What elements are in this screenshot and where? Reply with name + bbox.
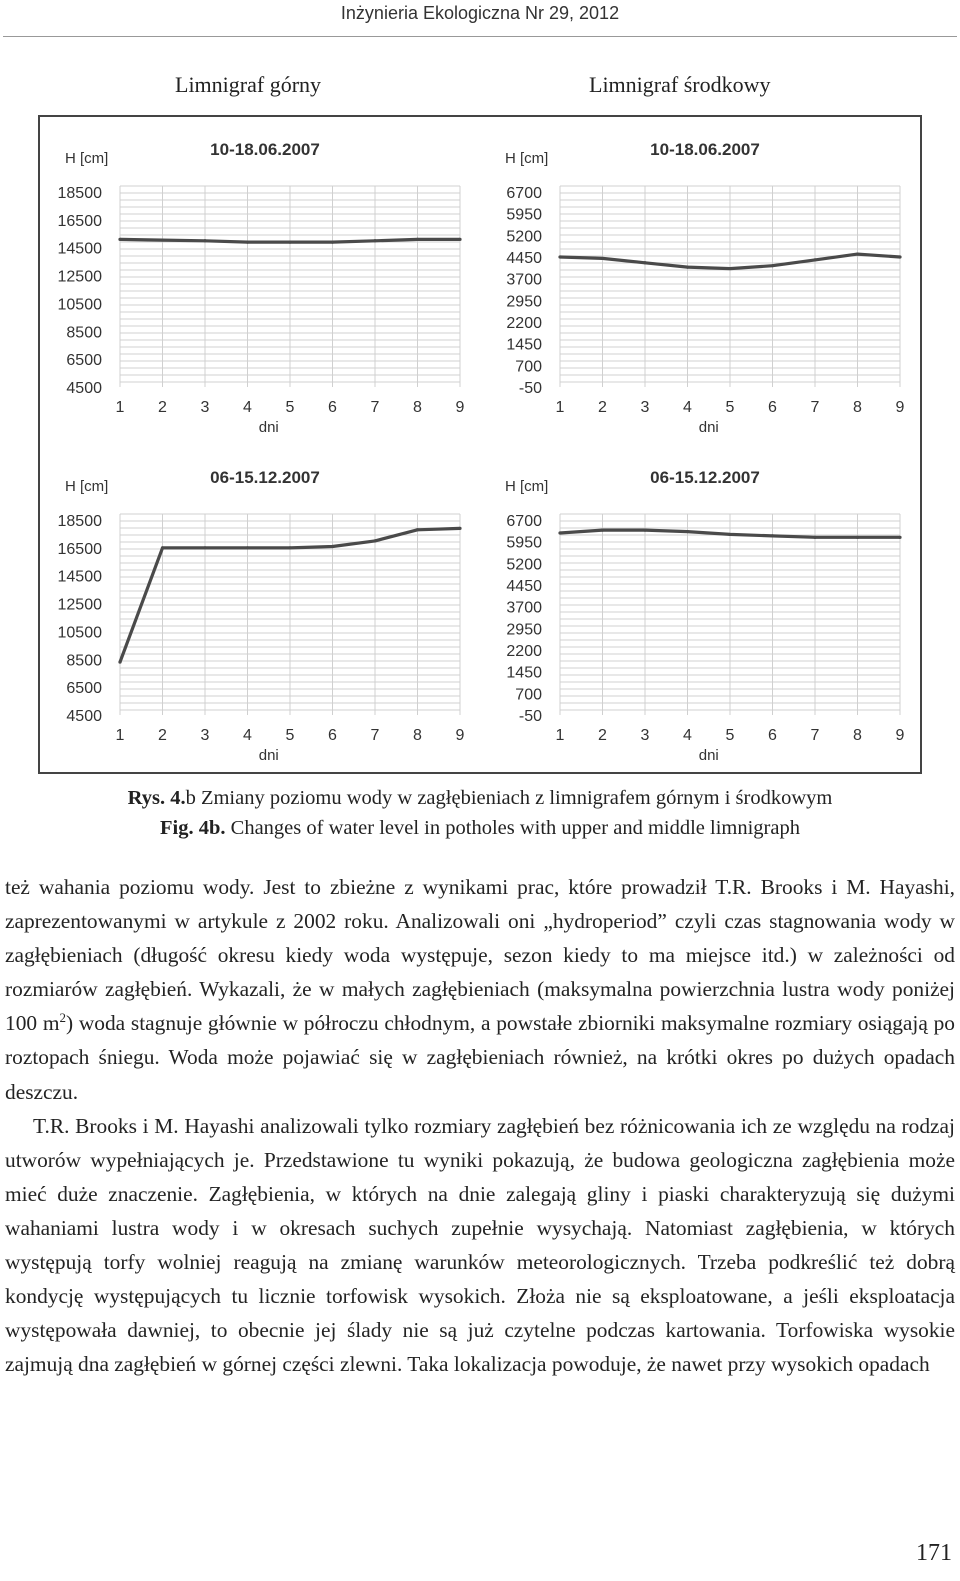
x-tick-label: 5 — [725, 727, 735, 744]
x-tick-label: 9 — [455, 399, 465, 416]
caption-polish-label: Rys. 4. — [127, 787, 186, 809]
x-tick-label: 1 — [555, 399, 565, 416]
data-point — [161, 546, 164, 549]
right-column-title: Limnigraf środkowy — [589, 72, 771, 97]
y-tick-label: 8500 — [66, 324, 102, 342]
y-tick-label: 16500 — [57, 540, 102, 558]
x-tick-label: 2 — [158, 727, 167, 744]
data-point — [813, 536, 816, 539]
data-point — [898, 536, 901, 539]
x-tick-label: 4 — [243, 399, 252, 416]
chart-middle-december — [480, 445, 920, 772]
charts-figure — [38, 115, 922, 774]
y-tick-label: 2950 — [506, 621, 542, 639]
data-point — [856, 536, 859, 539]
x-tick-label: 7 — [370, 399, 380, 416]
y-tick-label: 5200 — [506, 556, 542, 574]
paragraph-2: T.R. Brooks i M. Hayashi analizowali tylko rozmiary zagłębień bez różnicowania ich ze względu na rodzaj utworów wypełniających je. Przedstawione tu wyniki pokazują, że budowa geologiczna zagłębienia może mieć duże znaczenie. Zagłębienia, w których na dnie zalegają gliny i piaski charakteryzują się dużymi wahaniami lustra wody i w okresach suchych zupełnie wysychają. Natomiast zagłębienia, w których występują torfy wolniej reagują na zmianę warunków meteorologicznych. Trzeba podkreślić też dobrą kondycję występujących tu licznie torfowisk wysokich. Złoża nie są eksploatowane, a jeśli eksploatacja występowała dawniej, to obecnie jej ślady nie są już czytelne podczas kartowania. Torfowiska wysokie zajmują dna zagłębień w górnej części zlewni. Taka lokalizacja powoduje, że nawet przy wysokich opadach — [5, 1113, 955, 1377]
x-tick-label: 8 — [413, 727, 422, 744]
y-tick-label: 18500 — [57, 185, 102, 202]
x-tick-label: 7 — [810, 727, 820, 744]
chart-title: 10-18.06.2007 — [210, 140, 320, 159]
x-tick-label: 3 — [200, 727, 210, 744]
x-tick-label: 2 — [598, 727, 607, 744]
chart-middle-june — [480, 117, 920, 444]
data-point — [246, 546, 249, 549]
chart-title: 06-15.12.2007 — [210, 468, 320, 487]
data-point — [728, 267, 731, 270]
journal-title: Inżynieria Ekologiczna Nr 29, 2012 — [340, 3, 620, 23]
paragraph-1-part-b: ) woda stagnuje głównie w półroczu chłodnym, a powstałe zbiorniki maksymalne rozmiary osiągają po roztopach śniegu. Woda może pojawiać się w zagłębieniach również, na krótki okres po dużych opadach deszczu. — [5, 1011, 955, 1104]
y-tick-label: 6700 — [506, 513, 542, 530]
chart-svg — [40, 445, 480, 772]
y-tick-label: 4450 — [506, 250, 542, 267]
data-point — [203, 239, 206, 242]
data-point — [373, 239, 376, 242]
y-tick-label: 2950 — [506, 293, 542, 311]
data-point — [686, 530, 689, 533]
caption-polish — [0, 787, 960, 810]
data-point — [558, 531, 561, 534]
y-axis-label: H [cm] — [505, 478, 549, 495]
x-axis-label: dni — [698, 747, 719, 764]
y-tick-label: 4450 — [506, 578, 542, 595]
x-axis-label: dni — [698, 419, 719, 436]
y-tick-label: 700 — [515, 686, 542, 704]
chart-upper-december — [40, 445, 480, 772]
data-point — [771, 534, 774, 537]
x-tick-label: 6 — [768, 399, 777, 416]
data-point — [288, 241, 291, 244]
x-tick-label: 1 — [115, 399, 125, 416]
y-axis-label: H [cm] — [65, 478, 109, 495]
paragraph-1-part-a: też wahania poziomu wody. Jest to zbieżne z wynikami prac, które prowadził T.R. Brooks i M. Hayashi, zaprezentowanymi w artykule z 2002 roku. Analizowali oni „hydroperiod” czyli czas stagnowania wody w zagłębieniach (długość okresu kiedy woda występuje, sezon kiedy to ma miejsce itd.) w zależności od rozmiarów zagłębień. Wykazali, że w małych zagłębieniach (maksymalna powierzchnia lustra wody poniżej 100 m — [5, 875, 955, 1036]
x-tick-label: 9 — [455, 727, 465, 744]
x-tick-label: 5 — [285, 727, 295, 744]
y-tick-label: 12500 — [57, 596, 102, 614]
y-tick-label: 12500 — [57, 268, 102, 286]
y-tick-label: 2200 — [506, 643, 542, 660]
y-tick-label: 16500 — [57, 212, 102, 230]
x-tick-label: 5 — [285, 399, 295, 416]
y-tick-label: 14500 — [57, 240, 102, 258]
x-tick-label: 2 — [158, 399, 167, 416]
data-point — [728, 533, 731, 536]
y-tick-label: 5950 — [506, 534, 542, 552]
y-tick-label: 10500 — [57, 624, 102, 642]
chart-upper-june — [40, 117, 480, 444]
x-tick-label: 3 — [640, 727, 650, 744]
header-rule — [3, 36, 957, 37]
page-number: 171 — [916, 1540, 952, 1566]
chart-svg — [480, 117, 920, 444]
caption-english-text: Changes of water level in potholes with upper and middle limnigraph — [225, 817, 800, 839]
y-tick-label: 5200 — [506, 228, 542, 246]
data-point — [416, 238, 419, 241]
journal-header — [0, 0, 960, 38]
y-tick-label: 18500 — [57, 513, 102, 530]
data-point — [458, 527, 461, 530]
data-point — [288, 546, 291, 549]
data-point — [898, 255, 901, 258]
data-point — [161, 238, 164, 241]
x-tick-label: 8 — [853, 727, 862, 744]
body-text — [5, 870, 955, 1381]
y-tick-label: -50 — [518, 380, 542, 397]
x-tick-label: 3 — [200, 399, 210, 416]
x-axis-label: dni — [258, 419, 279, 436]
x-tick-label: 6 — [328, 399, 337, 416]
y-tick-label: 14500 — [57, 568, 102, 586]
x-tick-label: 9 — [895, 727, 905, 744]
x-tick-label: 1 — [555, 727, 565, 744]
data-point — [601, 257, 604, 260]
y-tick-label: 6500 — [66, 680, 102, 698]
chart-title: 10-18.06.2007 — [650, 140, 760, 159]
chart-title: 06-15.12.2007 — [650, 468, 760, 487]
x-tick-label: 6 — [768, 727, 777, 744]
data-point — [416, 528, 419, 531]
y-tick-label: 8500 — [66, 652, 102, 670]
data-point — [373, 539, 376, 542]
data-point — [686, 266, 689, 269]
left-column-title: Limnigraf górny — [175, 72, 322, 97]
data-point — [246, 241, 249, 244]
x-tick-label: 4 — [683, 727, 692, 744]
x-tick-label: 6 — [328, 727, 337, 744]
caption-polish-text: b Zmiany poziomu wody w zagłębieniach z limnigrafem górnym i środkowym — [185, 787, 833, 809]
x-tick-label: 1 — [115, 727, 125, 744]
data-point — [331, 545, 334, 548]
x-tick-label: 7 — [370, 727, 380, 744]
data-point — [558, 255, 561, 258]
y-tick-label: 10500 — [57, 296, 102, 314]
y-tick-label: 4500 — [66, 380, 102, 397]
x-tick-label: 2 — [598, 399, 607, 416]
y-tick-label: 3700 — [506, 599, 542, 617]
y-tick-label: -50 — [518, 708, 542, 725]
data-point — [203, 546, 206, 549]
x-tick-label: 4 — [243, 727, 252, 744]
y-tick-label: 3700 — [506, 271, 542, 289]
chart-svg — [40, 117, 480, 444]
y-axis-label: H [cm] — [65, 150, 109, 167]
x-tick-label: 5 — [725, 399, 735, 416]
x-axis-label: dni — [258, 747, 279, 764]
data-point — [118, 660, 121, 663]
data-point — [643, 261, 646, 264]
data-point — [856, 253, 859, 256]
data-point — [643, 529, 646, 532]
y-tick-label: 2200 — [506, 315, 542, 332]
data-point — [458, 238, 461, 241]
x-tick-label: 7 — [810, 399, 820, 416]
data-point — [771, 264, 774, 267]
superscript-2: 2 — [59, 1010, 66, 1026]
y-tick-label: 6500 — [66, 352, 102, 370]
x-tick-label: 9 — [895, 399, 905, 416]
x-tick-label: 4 — [683, 399, 692, 416]
y-axis-label: H [cm] — [505, 150, 549, 167]
y-tick-label: 1450 — [506, 664, 542, 682]
data-point — [601, 529, 604, 532]
y-tick-label: 1450 — [506, 336, 542, 354]
y-tick-label: 6700 — [506, 185, 542, 202]
chart-svg — [480, 445, 920, 772]
x-tick-label: 3 — [640, 399, 650, 416]
paragraph-1 — [5, 870, 955, 1109]
y-tick-label: 700 — [515, 358, 542, 376]
data-point — [118, 238, 121, 241]
data-point — [813, 258, 816, 261]
x-tick-label: 8 — [413, 399, 422, 416]
y-tick-label: 4500 — [66, 708, 102, 725]
x-tick-label: 8 — [853, 399, 862, 416]
data-point — [331, 241, 334, 244]
caption-english-label: Fig. 4b. — [160, 817, 226, 839]
y-tick-label: 5950 — [506, 206, 542, 224]
caption-english — [0, 817, 960, 840]
